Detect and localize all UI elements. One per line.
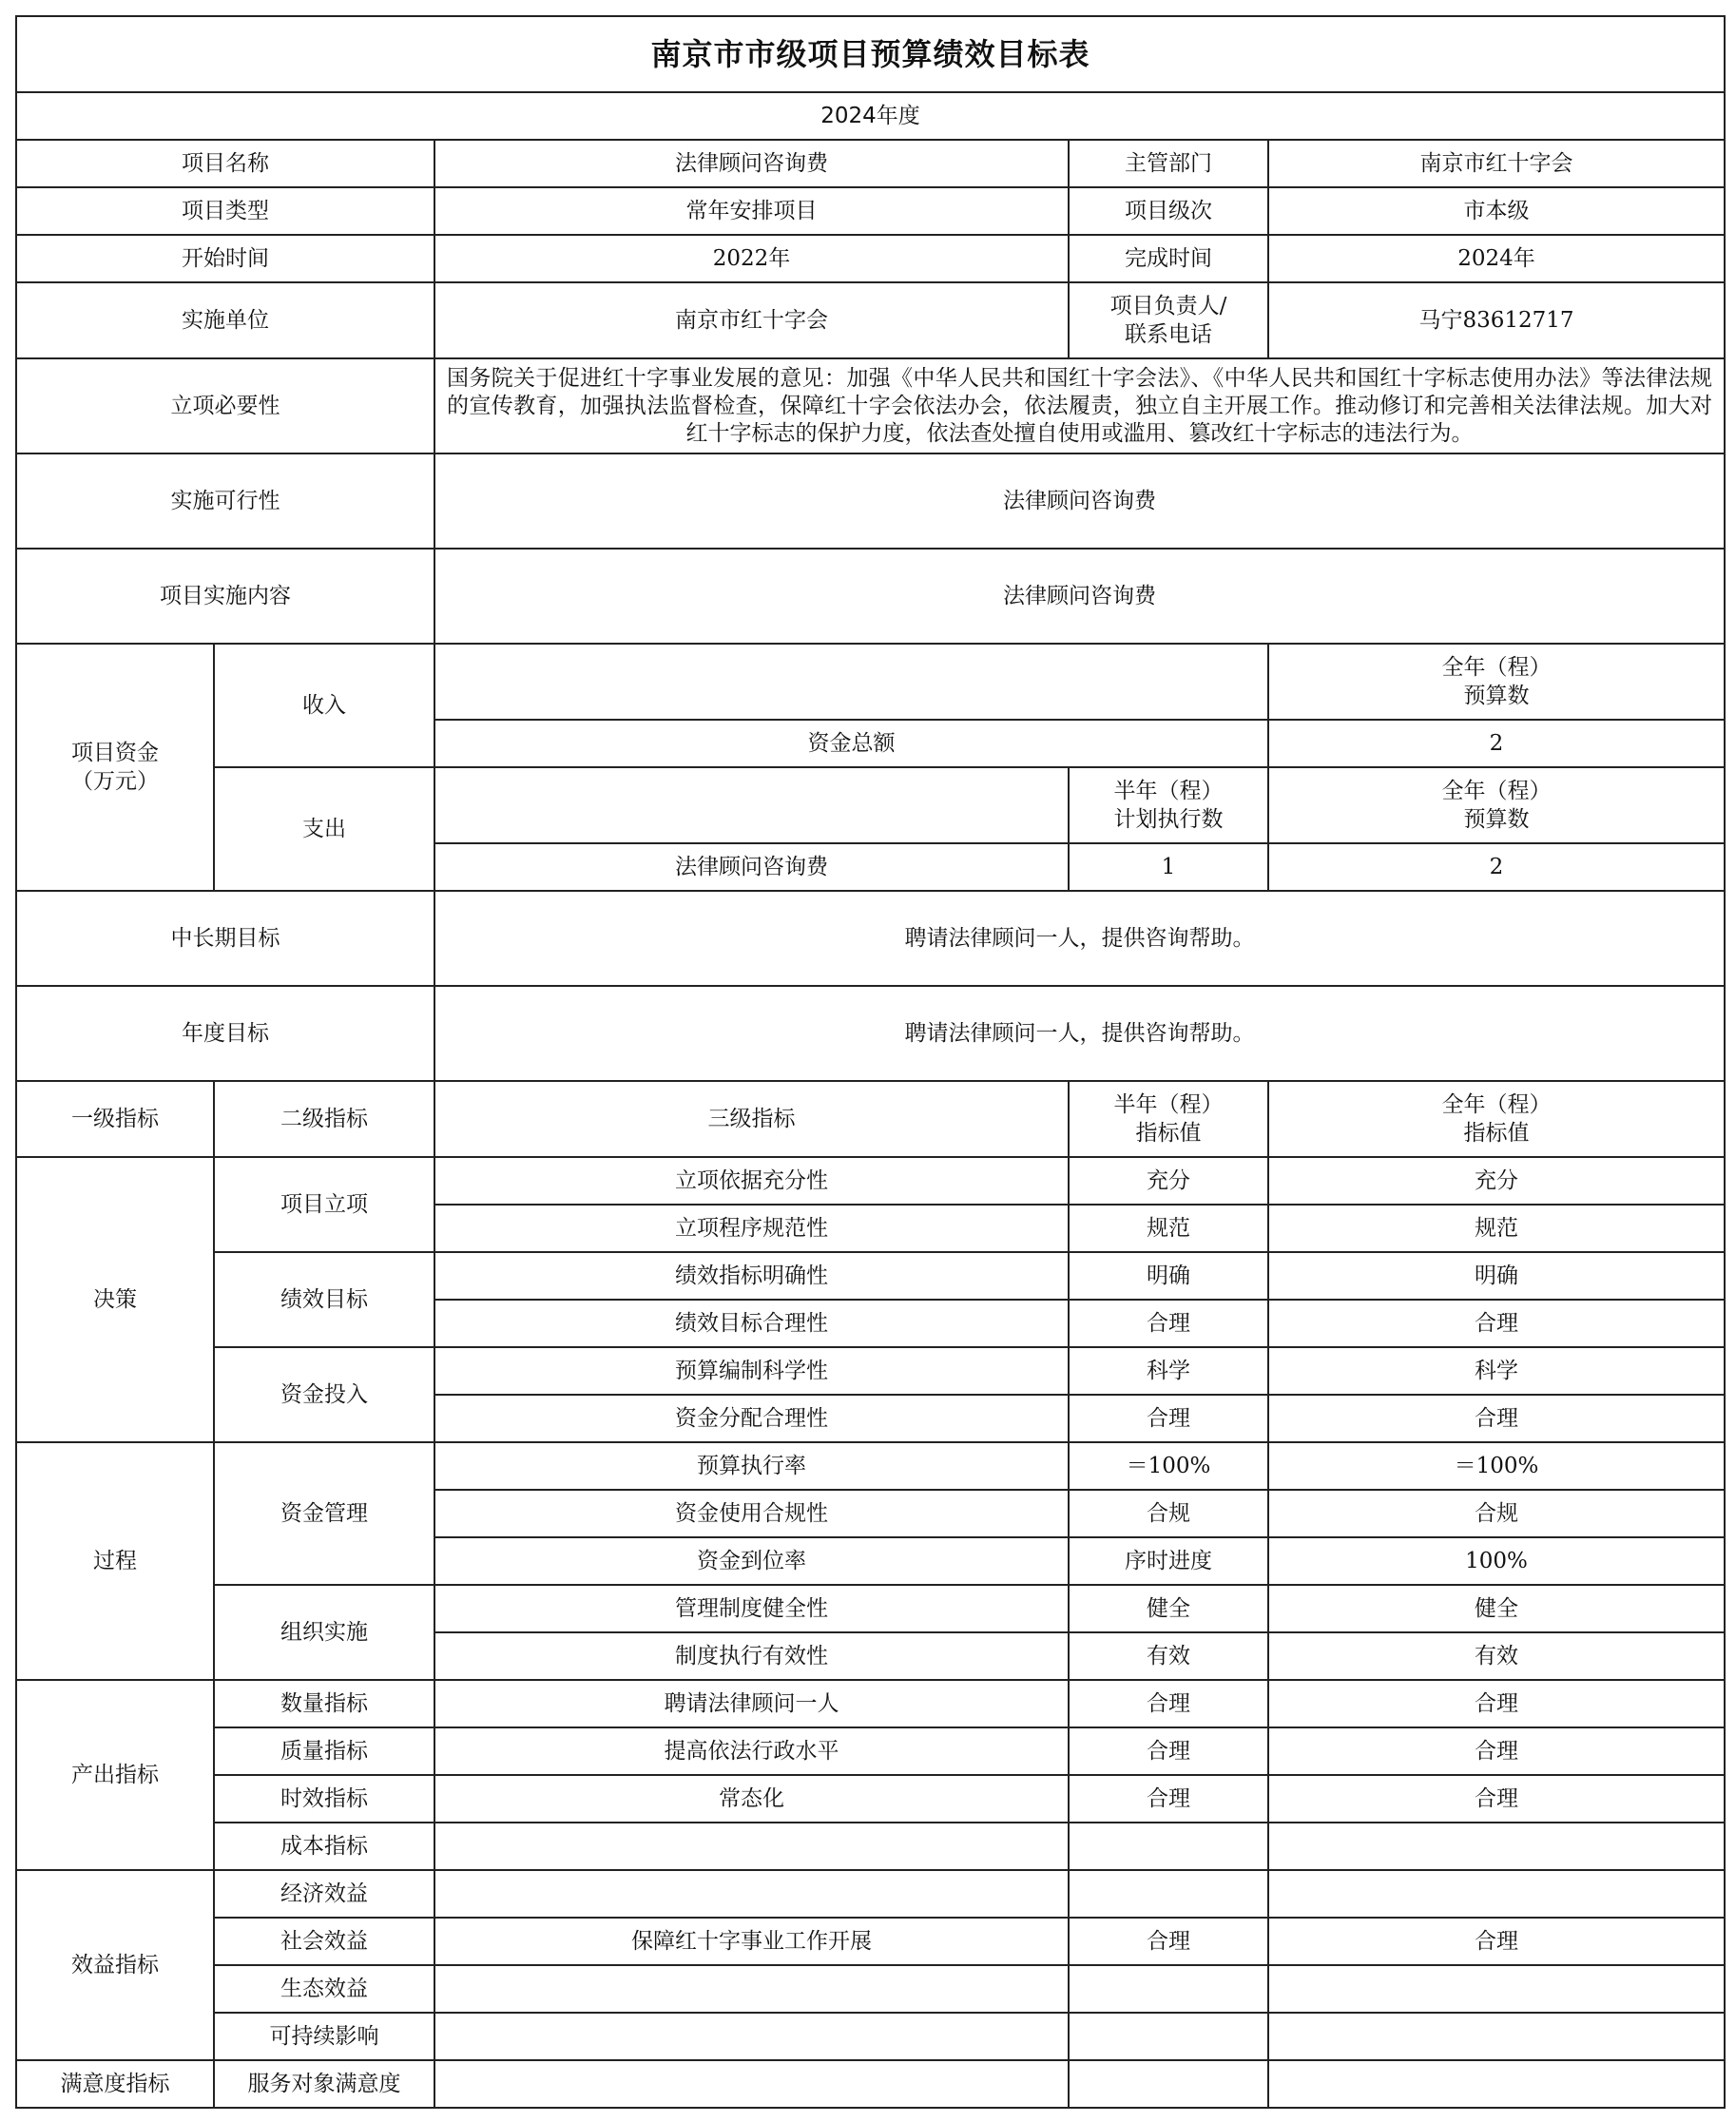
indicator-full-value: 健全: [1268, 1585, 1725, 1632]
indicator-level2: 项目立项: [214, 1157, 434, 1252]
indicator-level3: 立项依据充分性: [434, 1157, 1069, 1205]
unit-value: 南京市红十字会: [434, 282, 1069, 358]
expense-item: 法律顾问咨询费: [434, 843, 1069, 891]
indicator-half-value: [1069, 2060, 1268, 2108]
start-time-value: 2022年: [434, 235, 1069, 282]
contact-label-line1: 项目负责人/: [1109, 294, 1227, 318]
indicator-level3: 管理制度健全性: [434, 1585, 1069, 1632]
fiscal-year: 2024年度: [16, 92, 1725, 140]
income-full-year-header: [1268, 644, 1725, 720]
indicator-full-value: [1268, 1870, 1725, 1918]
indicator-half-value: 明确: [1069, 1252, 1268, 1300]
performance-target-table: [15, 15, 1726, 2109]
performance-target-sheet: [15, 15, 1724, 2109]
indicator-half-value: 合理: [1069, 1775, 1268, 1823]
indicator-level2: 组织实施: [214, 1585, 434, 1680]
total-funds-value: 2: [1268, 720, 1725, 767]
indicator-level3: 立项程序规范性: [434, 1205, 1069, 1252]
project-name-value: 法律顾问咨询费: [434, 140, 1069, 187]
indicator-level3: 预算执行率: [434, 1442, 1069, 1490]
indicator-half-value: [1069, 1965, 1268, 2013]
indicator-level2: 社会效益: [214, 1918, 434, 1965]
indicator-level3: 制度执行有效性: [434, 1632, 1069, 1680]
project-level-label: 项目级次: [1069, 187, 1268, 235]
necessity-label: 立项必要性: [16, 358, 434, 453]
indicator-level3: [434, 2060, 1069, 2108]
project-level-value: 市本级: [1268, 187, 1725, 235]
indicator-full-value: 合理: [1268, 1918, 1725, 1965]
indicator-full-value: [1268, 1823, 1725, 1870]
end-time-value: 2024年: [1268, 235, 1725, 282]
long-term-goal-value: 聘请法律顾问一人，提供咨询帮助。: [434, 891, 1725, 986]
indicator-level3: [434, 1823, 1069, 1870]
indicator-level2: 时效指标: [214, 1775, 434, 1823]
indicator-full-value: [1268, 2013, 1725, 2060]
feasibility-label: 实施可行性: [16, 453, 434, 549]
indicator-level3: 资金使用合规性: [434, 1490, 1069, 1537]
income-header-blank: [434, 644, 1268, 720]
project-name-label: 项目名称: [16, 140, 434, 187]
indicator-level1-benefit: 效益指标: [16, 1870, 214, 2060]
indicator-half-value: 合理: [1069, 1918, 1268, 1965]
expense-half-year-line2: 计划执行数: [1113, 807, 1224, 832]
indicator-level3: [434, 1870, 1069, 1918]
expense-half-year-header: [1069, 767, 1268, 843]
funds-label-line2: （万元）: [71, 769, 159, 794]
indicator-full-value: 合理: [1268, 1680, 1725, 1727]
project-type-label: 项目类型: [16, 187, 434, 235]
indicator-level2: 成本指标: [214, 1823, 434, 1870]
table-title: 南京市市级项目预算绩效目标表: [16, 16, 1725, 92]
indicator-header-full: [1268, 1081, 1725, 1157]
indicator-level1-satisfaction: 满意度指标: [16, 2060, 214, 2108]
funds-label-line1: 项目资金: [71, 741, 159, 765]
indicator-level2: 服务对象满意度: [214, 2060, 434, 2108]
expense-header-blank: [434, 767, 1069, 843]
income-label: 收入: [214, 644, 434, 767]
indicator-half-value: [1069, 2013, 1268, 2060]
expense-full-year-header: [1268, 767, 1725, 843]
indicator-level3: 预算编制科学性: [434, 1347, 1069, 1395]
indicator-level3: [434, 1965, 1069, 2013]
indicator-level2: 质量指标: [214, 1727, 434, 1775]
expense-label: 支出: [214, 767, 434, 891]
indicator-half-value: 规范: [1069, 1205, 1268, 1252]
indicator-full-value: 100%: [1268, 1537, 1725, 1585]
start-time-label: 开始时间: [16, 235, 434, 282]
indicator-header-full-line2: 指标值: [1463, 1121, 1530, 1146]
contact-label: [1069, 282, 1268, 358]
indicator-half-value: 健全: [1069, 1585, 1268, 1632]
annual-goal-label: 年度目标: [16, 986, 434, 1081]
feasibility-value: 法律顾问咨询费: [434, 453, 1725, 549]
indicator-level2: 绩效目标: [214, 1252, 434, 1347]
indicator-header-half-line2: 指标值: [1135, 1121, 1202, 1146]
indicator-header-half: [1069, 1081, 1268, 1157]
indicator-half-value: 合规: [1069, 1490, 1268, 1537]
indicator-half-value: 充分: [1069, 1157, 1268, 1205]
long-term-goal-label: 中长期目标: [16, 891, 434, 986]
necessity-text: 国务院关于促进红十字事业发展的意见：加强《中华人民共和国红十字会法》、《中华人民共和国红十字标志使用办法》等法律法规的宣传教育，加强执法监督检查，保障红十字会依法办会，依法履责，独立自主开展工作。推动修订和完善相关法律法规。加大对红十字标志的保护力度，依法查处擅自使用或滥用、篡改红十字标志的违法行为。: [434, 358, 1725, 453]
indicator-level3: 资金到位率: [434, 1537, 1069, 1585]
indicator-full-value: 合理: [1268, 1727, 1725, 1775]
indicator-level2: 可持续影响: [214, 2013, 434, 2060]
unit-label: 实施单位: [16, 282, 434, 358]
indicator-level3: 绩效目标合理性: [434, 1300, 1069, 1347]
indicator-header-half-line1: 半年（程）: [1113, 1092, 1224, 1117]
indicator-full-value: [1268, 2060, 1725, 2108]
indicator-full-value: 合规: [1268, 1490, 1725, 1537]
indicator-level3: 常态化: [434, 1775, 1069, 1823]
funds-label: [16, 644, 214, 891]
expense-full-year-line1: 全年（程）: [1441, 779, 1552, 803]
indicator-level1-decision: 决策: [16, 1157, 214, 1442]
project-type-value: 常年安排项目: [434, 187, 1069, 235]
dept-value: 南京市红十字会: [1268, 140, 1725, 187]
indicator-level3: 聘请法律顾问一人: [434, 1680, 1069, 1727]
indicator-header-level2: 二级指标: [214, 1081, 434, 1157]
indicator-half-value: 合理: [1069, 1727, 1268, 1775]
content-label: 项目实施内容: [16, 549, 434, 644]
indicator-half-value: ＝100%: [1069, 1442, 1268, 1490]
indicator-level2: 生态效益: [214, 1965, 434, 2013]
indicator-level1-process: 过程: [16, 1442, 214, 1680]
contact-value: 马宁83612717: [1268, 282, 1725, 358]
indicator-level3: 保障红十字事业工作开展: [434, 1918, 1069, 1965]
indicator-full-value: 明确: [1268, 1252, 1725, 1300]
indicator-level2: 数量指标: [214, 1680, 434, 1727]
indicator-full-value: 充分: [1268, 1157, 1725, 1205]
expense-half-value: 1: [1069, 843, 1268, 891]
indicator-half-value: 合理: [1069, 1395, 1268, 1442]
expense-full-value: 2: [1268, 843, 1725, 891]
expense-half-year-line1: 半年（程）: [1113, 779, 1224, 803]
indicator-level3: 提高依法行政水平: [434, 1727, 1069, 1775]
indicator-half-value: 合理: [1069, 1680, 1268, 1727]
expense-full-year-line2: 预算数: [1463, 807, 1530, 832]
indicator-level2: 资金管理: [214, 1442, 434, 1585]
indicator-level2: 经济效益: [214, 1870, 434, 1918]
end-time-label: 完成时间: [1069, 235, 1268, 282]
indicator-half-value: [1069, 1823, 1268, 1870]
indicator-full-value: ＝100%: [1268, 1442, 1725, 1490]
indicator-header-level1: 一级指标: [16, 1081, 214, 1157]
indicator-level1-output: 产出指标: [16, 1680, 214, 1870]
indicator-half-value: 有效: [1069, 1632, 1268, 1680]
income-full-year-line1: 全年（程）: [1441, 655, 1552, 680]
indicator-header-level3: 三级指标: [434, 1081, 1069, 1157]
indicator-level3: 绩效指标明确性: [434, 1252, 1069, 1300]
indicator-half-value: [1069, 1870, 1268, 1918]
indicator-full-value: 科学: [1268, 1347, 1725, 1395]
indicator-full-value: 合理: [1268, 1300, 1725, 1347]
indicator-level2: 资金投入: [214, 1347, 434, 1442]
income-full-year-line2: 预算数: [1463, 684, 1530, 708]
indicator-half-value: 科学: [1069, 1347, 1268, 1395]
indicator-level3: [434, 2013, 1069, 2060]
content-value: 法律顾问咨询费: [434, 549, 1725, 644]
indicator-header-full-line1: 全年（程）: [1441, 1092, 1552, 1117]
indicator-full-value: [1268, 1965, 1725, 2013]
contact-label-line2: 联系电话: [1125, 322, 1212, 347]
annual-goal-value: 聘请法律顾问一人，提供咨询帮助。: [434, 986, 1725, 1081]
total-funds-label: 资金总额: [434, 720, 1268, 767]
indicator-half-value: 序时进度: [1069, 1537, 1268, 1585]
indicator-full-value: 有效: [1268, 1632, 1725, 1680]
dept-label: 主管部门: [1069, 140, 1268, 187]
indicator-level3: 资金分配合理性: [434, 1395, 1069, 1442]
indicator-full-value: 合理: [1268, 1775, 1725, 1823]
indicator-full-value: 规范: [1268, 1205, 1725, 1252]
indicator-full-value: 合理: [1268, 1395, 1725, 1442]
indicator-half-value: 合理: [1069, 1300, 1268, 1347]
